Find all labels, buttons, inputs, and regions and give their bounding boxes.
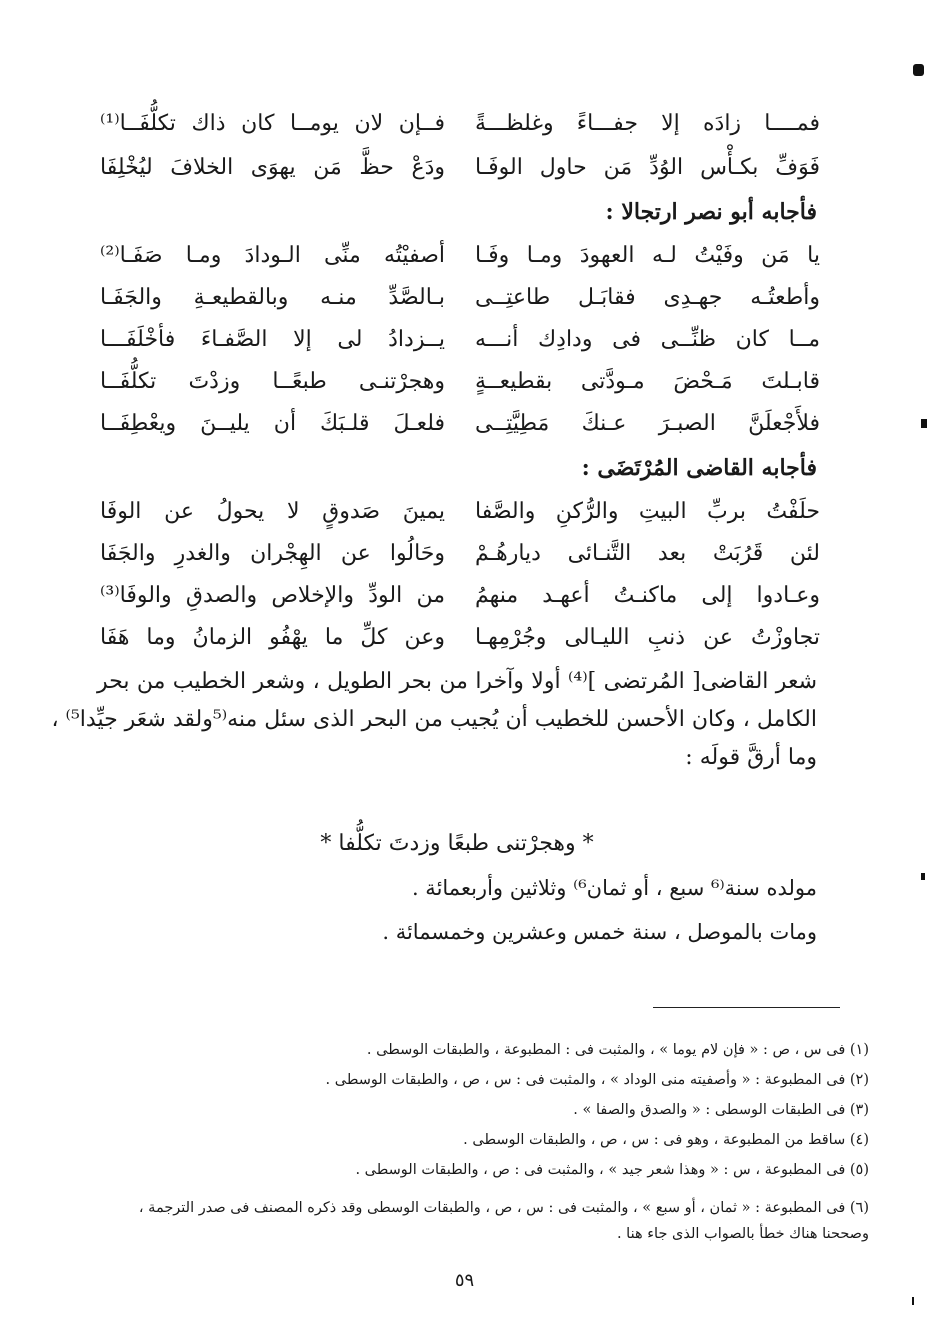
- quoted-hemistich: * وهجرْتنى طبعًا وزدتَ تكلُّفا *: [320, 831, 594, 856]
- verse-left-hemistich: فلعـلَ قلـبَكَ أن يليــنَ ويعْطِفَــا: [100, 411, 445, 436]
- verse-line: [100, 618, 820, 658]
- verse-line: [100, 362, 820, 402]
- verse-right-hemistich: فَوَفِّ بكـأْس الوُدِّ مَن حاول الوفَـا: [475, 155, 820, 180]
- verse-line: [100, 148, 820, 188]
- verse-line: [100, 492, 820, 532]
- footnote: (٦) فى المطبوعة : « ثمان ، أو سبع » ، والمثبت فى : س ، ص ، والطبقات الوسطى وقد ذكره المصنف فى صدر الترجمة ،: [138, 1200, 869, 1216]
- verse-left-hemistich: يــزدادُ لى إلا الصَّفـاءَ فأخْلَفَـــا: [100, 327, 445, 352]
- verse-left-hemistich: من الودِّ والإخلاص والصدقِ والوفَا⁽³⁾: [100, 583, 445, 608]
- verse-left-hemistich: بـالصَّدِّ منـه وبالقطيعـةِ والجَفَـا: [100, 285, 445, 310]
- verse-right-hemistich: فلأَجْعلَنَّ الصبـرَ عـنكَ مَطِيَّتِــى: [475, 411, 820, 436]
- verse-intro: فأجابه أبو نصر ارتجالا :: [605, 199, 817, 225]
- verse-left-hemistich: فــإن لان يومــا كان ذاك تكلُّفَــا⁽¹⁾: [100, 111, 445, 136]
- verse-right-hemistich: وعـادوا إلى ماكنـتُ أعهـد منهمُ: [475, 583, 820, 608]
- scan-mark-lower-right: [921, 873, 925, 880]
- verse-intro: فأجابه القاضى المُرْتَضَى :: [581, 455, 817, 481]
- footnote-divider: [653, 1007, 840, 1008]
- verse-left-hemistich: أصفيْتُه منِّى الـودادَ ومـا صَفَـا⁽²⁾: [100, 243, 445, 268]
- verse-right-hemistich: لئن قَرُبَتْ بعد التَّنـائى ديارهُـمْ: [475, 541, 820, 566]
- footnote: (٣) فى الطبقات الوسطى : « والصدق والصفا » .: [573, 1102, 869, 1118]
- footnote: (٤) ساقط من المطبوعة ، وهو فى : س ، ص ، والطبقات الوسطى .: [463, 1132, 869, 1148]
- verse-right-hemistich: تجاوزْتُ عن ذنبِ الليـالى وجُرْمِهـا: [475, 625, 820, 650]
- prose-line: وما أرقَّ قولَه :: [685, 745, 817, 770]
- verse-right-hemistich: مــا كان ظنِّــى فى ودادِك أنـــه: [475, 327, 820, 352]
- prose-line: الكامل ، وكان الأحسن للخطيب أن يُجيب من البحر الذى سئل منه⁽⁵ولقد شعَر جيِّدا⁵⁾ ،: [51, 707, 817, 732]
- verse-line: [100, 278, 820, 318]
- verse-left-hemistich: ودَعْ حظَّ مَن يهوَى الخلافَ ليُخْلِفَا: [100, 155, 445, 180]
- prose-line: شعر القاضى[ المُرتضى ]⁽⁴⁾ أولا وآخرا من بحر الطويل ، وشعر الخطيب من بحر: [97, 669, 817, 694]
- scan-mark-top-right: [913, 64, 924, 76]
- verse-line: [100, 404, 820, 444]
- scan-mark-mid-right: [921, 419, 927, 428]
- verse-left-hemistich: وحَالُوا عن الهِجْران والغدرِ والجَفَا: [100, 541, 445, 566]
- page-number: ٥٩: [454, 1270, 475, 1291]
- footnote: (١) فى س ، ص : « فإن لام يوما » ، والمثبت فى : المطبوعة ، والطبقات الوسطى .: [366, 1042, 869, 1058]
- verse-line: [100, 104, 820, 144]
- verse-line: [100, 320, 820, 360]
- verse-line: [100, 576, 820, 616]
- scan-mark-bottom: [912, 1297, 914, 1305]
- verse-left-hemistich: وعن كلِّ ما يهْفُو الزمانُ وما هَفَا: [100, 625, 445, 650]
- verse-right-hemistich: وأطعتُـه جهـدِى فقابَـل طاعتِــى: [475, 285, 820, 310]
- verse-right-hemistich: فمــــا زادَه إلا جفـــاءً وغلظـــةً: [475, 111, 820, 136]
- verse-right-hemistich: قابـلتَ مَـحْضَ مـودَّتى بقطيعــةٍ: [475, 369, 820, 394]
- footnote: (٢) فى المطبوعة : « وأصفيته منى الوداد » ، والمثبت فى : س ، ص ، والطبقات الوسطى .: [325, 1072, 869, 1088]
- verse-left-hemistich: وهجرْتنـى طبعًــا وزدْتَ تكلُّفَــا: [100, 369, 445, 394]
- verse-right-hemistich: حلَفْتُ بربِّ البيتِ والرُّكنِ والصَّفا: [475, 499, 820, 524]
- verse-line: [100, 534, 820, 574]
- verse-right-hemistich: يا مَن وفَيْتُ لـه العهودَ ومـا وفَـا: [475, 243, 820, 268]
- footnote-continuation: وصححنا هناك خطأ بالصواب الذى جاء هنا .: [616, 1226, 869, 1242]
- bio-line: مولده سنة⁽⁶ سبع ، أو ثمان⁶⁾ وثلاثين وأربعمائة .: [411, 876, 817, 900]
- verse-line: [100, 236, 820, 276]
- verse-left-hemistich: يمينَ صَدوقٍ لا يحولُ عن الوفَا: [100, 499, 445, 524]
- bio-line: ومات بالموصل ، سنة خمس وعشرين وخمسمائة .: [382, 920, 817, 944]
- footnote: (٥) فى المطبوعة ، س : « وهذا شعر جيد » ، والمثبت فى : ص ، والطبقات الوسطى .: [355, 1162, 869, 1178]
